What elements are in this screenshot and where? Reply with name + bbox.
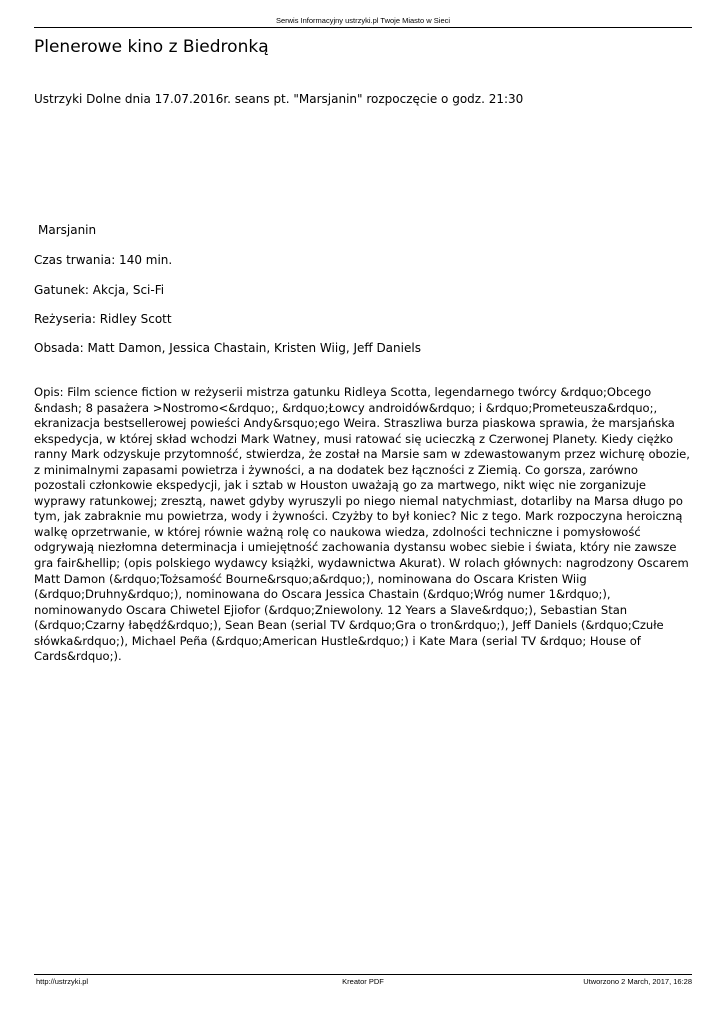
footer-created-date: Utworzono 2 March, 2017, 16:28 bbox=[583, 977, 692, 986]
site-name: Serwis Informacyjny ustrzyki.pl Twoje Miasto w Sieci bbox=[275, 16, 451, 25]
movie-genre: Gatunek: Akcja, Sci-Fi bbox=[34, 283, 165, 297]
footer-url: http://ustrzyki.pl bbox=[36, 977, 89, 986]
movie-cast: Obsada: Matt Damon, Jessica Chastain, Kristen Wiig, Jeff Daniels bbox=[34, 341, 421, 355]
footer-generator: Kreator PDF bbox=[342, 977, 384, 986]
article-title: Plenerowe kino z Biedronką bbox=[34, 37, 269, 57]
article-intro: Ustrzyki Dolne dnia 17.07.2016r. seans pt. "Marsjanin" rozpoczęcie o godz. 21:30 bbox=[34, 92, 524, 106]
movie-duration: Czas trwania: 140 min. bbox=[34, 253, 173, 267]
page-footer bbox=[34, 974, 692, 987]
movie-title: Marsjanin bbox=[38, 223, 97, 237]
movie-director: Reżyseria: Ridley Scott bbox=[34, 312, 172, 326]
page-header bbox=[34, 13, 692, 28]
movie-description: Opis: Film science fiction w reżyserii mistrza gatunku Ridleya Scotta, legendarnego twórcy &rdquo;Obcego &ndash; 8 pasażera >Nostromo<&rdquo;, &rdquo;Łowcy androidów&rdquo; i &rdquo;Prometeusza&rdquo;, ekranizacja bestsellerowej powieści Andy&rsquo;ego Weira. Straszliwa burza piaskowa sprawia, że marsjańska ekspedycja, w której skład wchodzi Mark Watney, musi ratować się ucieczką z Czerwonej Planety. Kiedy ciężko ranny Mark odzyskuje przytomność, stwierdza, że został na Marsie sam w zdewastowanym przez wichurę obozie, z minimalnymi zapasami powietrza i żywności, a na dodatek bez łączności z Ziemią. Co gorsza, zarówno pozostali członkowie ekspedycji, jak i sztab w Houston uważają go za martwego, nikt więc nie zorganizuje wyprawy ratunkowej; zresztą, nawet gdyby wyruszyli po niego niemal natychmiast, dotarliby na Marsa długo po tym, jak zabraknie mu powietrza, wody i żywności. Czyżby to był koniec? Nic z tego. Mark rozpoczyna heroiczną walkę oprzetrwanie, w której równie ważną rolę co naukowa wiedza, zdolności techniczne i pomysłowość odgrywają niezłomna determinacja i umiejętność zachowania dystansu wobec siebie i świata, który nie zawsze gra fair&hellip; (opis polskiego wydawcy książki, wydawnictwa Akurat). W rolach głównych: nagrodzony Oscarem Matt Damon (&rdquo;Tożsamość Bourne&rsquo;a&rdquo;), nominowana do Oscara Kristen Wiig (&rdquo;Druhny&rdquo;), nominowana do Oscara Jessica Chastain (&rdquo;Wróg numer 1&rdquo;), nominowanydo Oscara Chiwetel Ejiofor (&rdquo;Zniewolony. 12 Years a Slave&rdquo;), Sebastian Stan (&rdquo;Czarny łabędź&rdquo;), Sean Bean (serial TV &rdquo;Gra o tron&rdquo;), Jeff Daniels (&rdquo;Czułe słówka&rdquo;), Michael Peña (&rdquo;American Hustle&rdquo;) i Kate Mara (serial TV &rdquo; House of Cards&rdquo;). bbox=[34, 385, 690, 664]
